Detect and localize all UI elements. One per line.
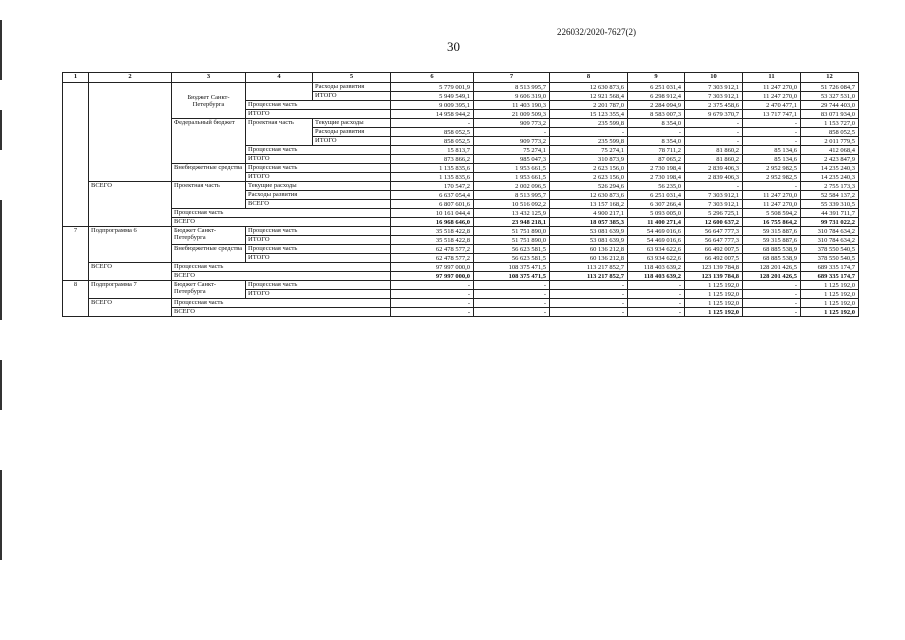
value-cell: 2 839 406,3 [685, 173, 743, 182]
value-cell: 5 093 005,0 [628, 209, 685, 218]
value-cell: - [628, 290, 685, 299]
value-cell: 62 478 577,2 [391, 245, 474, 254]
value-cell: - [628, 299, 685, 308]
value-cell: 51 751 890,0 [474, 236, 550, 245]
value-cell: 13 717 747,1 [743, 110, 801, 119]
row-label: Проектная часть [172, 182, 246, 209]
value-cell: 60 136 212,8 [550, 245, 628, 254]
value-cell: 56 647 777,3 [685, 227, 743, 236]
row-label: Процессная часть [246, 164, 391, 173]
row-label: Процессная часть [172, 299, 391, 308]
value-cell: 2 623 156,0 [550, 173, 628, 182]
value-cell: - [743, 290, 801, 299]
total-label: ВСЕГО [89, 299, 172, 317]
value-cell: 118 403 639,2 [628, 263, 685, 272]
value-cell: 5 296 725,1 [685, 209, 743, 218]
value-cell: 2 284 094,9 [628, 101, 685, 110]
value-cell: 6 251 031,4 [628, 83, 685, 92]
value-cell: 1 125 192,0 [801, 290, 859, 299]
value-cell: 56 647 777,3 [685, 236, 743, 245]
value-cell: 10 161 044,4 [391, 209, 474, 218]
value-cell: - [474, 308, 550, 317]
value-cell: 11 400 271,4 [628, 218, 685, 227]
value-cell: 128 201 426,5 [743, 263, 801, 272]
row-label: ВСЕГО [172, 272, 391, 281]
column-header: 6 [391, 73, 474, 83]
value-cell: 689 335 174,7 [801, 263, 859, 272]
value-cell: 8 583 007,3 [628, 110, 685, 119]
value-cell: 123 139 784,8 [685, 263, 743, 272]
value-cell: 16 755 864,2 [743, 218, 801, 227]
value-cell: 2 011 779,5 [801, 137, 859, 146]
value-cell: - [685, 182, 743, 191]
column-header: 10 [685, 73, 743, 83]
value-cell: 51 751 890,0 [474, 227, 550, 236]
value-cell: 11 247 270,0 [743, 92, 801, 101]
value-cell: 1 125 192,0 [801, 299, 859, 308]
row-label: ИТОГО [246, 290, 391, 299]
value-cell: 2 623 156,0 [550, 164, 628, 173]
value-cell: 59 315 887,6 [743, 236, 801, 245]
value-cell: 1 135 835,6 [391, 164, 474, 173]
table-row [63, 218, 859, 227]
value-cell: 16 968 646,0 [391, 218, 474, 227]
value-cell: 2 730 198,4 [628, 173, 685, 182]
row-label: Расходы развития [246, 191, 391, 200]
value-cell: 63 934 622,6 [628, 245, 685, 254]
value-cell: 2 375 458,6 [685, 101, 743, 110]
value-cell: 123 139 784,8 [685, 272, 743, 281]
value-cell: 62 478 577,2 [391, 254, 474, 263]
program-name: Подпрограмма 6 [89, 227, 172, 263]
value-cell: 5 779 001,9 [391, 83, 474, 92]
value-cell: 75 274,1 [474, 146, 550, 155]
value-cell: 5 508 594,2 [743, 209, 801, 218]
value-cell: 310 784 634,2 [801, 227, 859, 236]
value-cell: 412 068,4 [801, 146, 859, 155]
value-cell: 985 047,3 [474, 155, 550, 164]
value-cell: - [743, 128, 801, 137]
value-cell: 689 335 174,7 [801, 272, 859, 281]
value-cell: 85 134,6 [743, 155, 801, 164]
header-row [63, 73, 859, 83]
row-label: Расходы развития [313, 83, 391, 92]
value-cell: - [743, 308, 801, 317]
value-cell: 858 052,5 [391, 128, 474, 137]
value-cell: 10 516 092,2 [474, 200, 550, 209]
value-cell: 60 136 212,8 [550, 254, 628, 263]
table-row [63, 299, 859, 308]
value-cell: - [474, 290, 550, 299]
value-cell: 56 235,0 [628, 182, 685, 191]
value-cell: - [474, 281, 550, 290]
value-cell: 14 958 944,2 [391, 110, 474, 119]
value-cell: 97 997 000,0 [391, 263, 474, 272]
value-cell: 15 813,7 [391, 146, 474, 155]
value-cell: 1 153 727,0 [801, 119, 859, 128]
value-cell: 2 952 982,5 [743, 173, 801, 182]
column-header: 8 [550, 73, 628, 83]
value-cell: 14 235 240,3 [801, 164, 859, 173]
value-cell: 56 623 581,5 [474, 254, 550, 263]
value-cell: 6 637 054,4 [391, 191, 474, 200]
value-cell: 128 201 426,5 [743, 272, 801, 281]
value-cell: 81 860,2 [685, 146, 743, 155]
value-cell: 13 157 168,2 [550, 200, 628, 209]
column-header: 1 [63, 73, 89, 83]
value-cell: 2 730 198,4 [628, 164, 685, 173]
value-cell: 2 423 847,9 [801, 155, 859, 164]
value-cell: 66 492 007,5 [685, 254, 743, 263]
value-cell: 2 201 787,0 [550, 101, 628, 110]
value-cell: 35 518 422,8 [391, 227, 474, 236]
value-cell: 11 403 190,3 [474, 101, 550, 110]
row-label: ВСЕГО [172, 308, 391, 317]
value-cell: 12 600 637,2 [685, 218, 743, 227]
value-cell: 23 948 218,1 [474, 218, 550, 227]
value-cell: 1 125 192,0 [801, 308, 859, 317]
value-cell: - [685, 128, 743, 137]
row-label: Процессная часть [246, 281, 391, 290]
value-cell: 7 303 912,1 [685, 200, 743, 209]
value-cell: 59 315 887,6 [743, 227, 801, 236]
row-label: Проектная часть [246, 119, 313, 146]
table-row [63, 164, 859, 173]
value-cell: 6 298 912,4 [628, 92, 685, 101]
value-cell: 55 339 310,5 [801, 200, 859, 209]
value-cell: 873 866,2 [391, 155, 474, 164]
value-cell: 108 375 471,5 [474, 263, 550, 272]
value-cell: 1 953 661,5 [474, 164, 550, 173]
row-label: Процессная часть [246, 227, 391, 236]
column-header: 9 [628, 73, 685, 83]
value-cell: 97 997 000,0 [391, 272, 474, 281]
value-cell: - [391, 119, 474, 128]
value-cell: 68 885 538,9 [743, 254, 801, 263]
value-cell: 526 294,6 [550, 182, 628, 191]
value-cell: 53 327 531,0 [801, 92, 859, 101]
row-label: ИТОГО [246, 254, 391, 263]
value-cell: 8 513 995,7 [474, 83, 550, 92]
value-cell: 1 135 835,6 [391, 173, 474, 182]
row-label: Процессная часть [246, 146, 391, 155]
value-cell: 11 247 270,0 [743, 200, 801, 209]
value-cell: 9 679 370,7 [685, 110, 743, 119]
row-label: Процессная часть [172, 263, 391, 272]
value-cell: 310 873,9 [550, 155, 628, 164]
row-label: ИТОГО [246, 110, 391, 119]
table-row [63, 245, 859, 254]
value-cell: - [743, 119, 801, 128]
value-cell: 15 123 355,4 [550, 110, 628, 119]
value-cell: - [628, 128, 685, 137]
value-cell: 11 247 270,0 [743, 83, 801, 92]
row-label: ВСЕГО [246, 200, 391, 209]
table-row [63, 272, 859, 281]
source-label: Бюджет Санкт-Петербурга [172, 83, 246, 119]
value-cell: 378 550 540,5 [801, 245, 859, 254]
value-cell: 6 807 601,6 [391, 200, 474, 209]
value-cell: 12 630 873,6 [550, 83, 628, 92]
value-cell: 8 354,0 [628, 137, 685, 146]
column-header: 4 [246, 73, 313, 83]
table-row [63, 308, 859, 317]
value-cell: 7 303 912,1 [685, 191, 743, 200]
value-cell: 78 711,2 [628, 146, 685, 155]
total-label: ВСЕГО [89, 182, 172, 227]
value-cell: 4 900 217,1 [550, 209, 628, 218]
value-cell: 75 274,1 [550, 146, 628, 155]
value-cell: 12 921 568,4 [550, 92, 628, 101]
value-cell: - [743, 281, 801, 290]
value-cell: 18 057 385,3 [550, 218, 628, 227]
value-cell: 9 009 395,1 [391, 101, 474, 110]
value-cell: 170 547,2 [391, 182, 474, 191]
table-row [63, 209, 859, 218]
value-cell: 99 731 022,2 [801, 218, 859, 227]
value-cell: 85 134,6 [743, 146, 801, 155]
value-cell: 51 726 084,7 [801, 83, 859, 92]
table-row [63, 119, 859, 128]
column-header: 11 [743, 73, 801, 83]
value-cell: - [391, 281, 474, 290]
row-label: Расходы развития [313, 128, 391, 137]
value-cell: 83 071 934,0 [801, 110, 859, 119]
value-cell: 2 839 406,3 [685, 164, 743, 173]
column-header: 5 [313, 73, 391, 83]
value-cell: 12 630 873,6 [550, 191, 628, 200]
value-cell: 1 125 192,0 [685, 281, 743, 290]
value-cell: 35 518 422,8 [391, 236, 474, 245]
value-cell: 14 235 240,3 [801, 173, 859, 182]
value-cell: - [474, 128, 550, 137]
source-label: Внебюджетные средства [172, 245, 246, 263]
document-reference: 226032/2020-7627(2) [557, 27, 636, 37]
value-cell: 1 125 192,0 [801, 281, 859, 290]
row-label: Процессная часть [172, 209, 391, 218]
value-cell: - [391, 299, 474, 308]
value-cell: 310 784 634,2 [801, 236, 859, 245]
column-header: 7 [474, 73, 550, 83]
value-cell: 68 885 538,9 [743, 245, 801, 254]
column-header: 2 [89, 73, 172, 83]
value-cell: 53 081 639,9 [550, 236, 628, 245]
value-cell: 909 773,2 [474, 119, 550, 128]
value-cell: - [628, 281, 685, 290]
value-cell: 1 953 661,5 [474, 173, 550, 182]
value-cell: 52 584 137,2 [801, 191, 859, 200]
value-cell: - [628, 308, 685, 317]
source-label: Бюджет Санкт-Петербурга [172, 227, 246, 245]
row-label: Текущие расходы [246, 182, 391, 191]
value-cell: 13 432 125,9 [474, 209, 550, 218]
value-cell: 11 247 270,0 [743, 191, 801, 200]
value-cell: 6 251 031,4 [628, 191, 685, 200]
value-cell: 108 375 471,5 [474, 272, 550, 281]
value-cell: 9 606 319,0 [474, 92, 550, 101]
table-row [63, 83, 859, 92]
value-cell: - [550, 299, 628, 308]
column-header: 12 [801, 73, 859, 83]
value-cell: 87 065,2 [628, 155, 685, 164]
row-label: ИТОГО [246, 236, 391, 245]
program-name: Подпрограмма 7 [89, 281, 172, 299]
value-cell: - [685, 119, 743, 128]
row-label: ВСЕГО [172, 218, 391, 227]
scan-edge [0, 0, 3, 640]
value-cell: 235 599,8 [550, 137, 628, 146]
value-cell: 81 860,2 [685, 155, 743, 164]
value-cell: - [743, 182, 801, 191]
source-label: Внебюджетные средства [172, 164, 246, 182]
value-cell: - [550, 290, 628, 299]
row-label: Текущие расходы [313, 119, 391, 128]
value-cell: - [743, 137, 801, 146]
value-cell: - [550, 308, 628, 317]
table-row [63, 227, 859, 236]
value-cell: - [391, 308, 474, 317]
value-cell: 6 307 266,4 [628, 200, 685, 209]
value-cell: 2 002 096,5 [474, 182, 550, 191]
source-label: Бюджет Санкт-Петербурга [172, 281, 246, 299]
value-cell: 113 217 852,7 [550, 263, 628, 272]
value-cell: 56 623 581,5 [474, 245, 550, 254]
value-cell: 235 599,8 [550, 119, 628, 128]
table-row [63, 281, 859, 290]
value-cell: 8 513 995,7 [474, 191, 550, 200]
value-cell: - [743, 299, 801, 308]
total-label: ВСЕГО [89, 263, 172, 281]
page-number: 30 [447, 39, 460, 54]
value-cell: 53 081 639,9 [550, 227, 628, 236]
value-cell: 29 744 403,0 [801, 101, 859, 110]
value-cell: 54 469 016,6 [628, 236, 685, 245]
value-cell: 1 125 192,0 [685, 299, 743, 308]
row-label: Процессная часть [246, 245, 391, 254]
value-cell: 909 773,2 [474, 137, 550, 146]
value-cell: - [550, 128, 628, 137]
value-cell: 118 403 639,2 [628, 272, 685, 281]
value-cell: - [474, 299, 550, 308]
value-cell: - [391, 290, 474, 299]
table-row [63, 263, 859, 272]
value-cell: 378 550 540,5 [801, 254, 859, 263]
value-cell: 7 303 912,1 [685, 92, 743, 101]
value-cell: 7 303 912,1 [685, 83, 743, 92]
value-cell: 63 934 622,6 [628, 254, 685, 263]
value-cell: - [550, 281, 628, 290]
row-label: ИТОГО [313, 92, 391, 101]
row-label: Процессная часть [246, 101, 391, 110]
row-label: ИТОГО [246, 155, 391, 164]
row-label: ИТОГО [313, 137, 391, 146]
source-label: Федеральный бюджет [172, 119, 246, 164]
row-label: ИТОГО [246, 173, 391, 182]
budget-table [62, 72, 859, 317]
column-header: 3 [172, 73, 246, 83]
value-cell: 2 755 173,3 [801, 182, 859, 191]
value-cell: 2 952 982,5 [743, 164, 801, 173]
value-cell: 44 391 711,7 [801, 209, 859, 218]
value-cell: 21 009 509,3 [474, 110, 550, 119]
value-cell: 113 217 852,7 [550, 272, 628, 281]
value-cell: - [685, 137, 743, 146]
row-number: 8 [63, 281, 89, 317]
row-number: 7 [63, 227, 89, 281]
value-cell: 1 125 192,0 [685, 290, 743, 299]
value-cell: 54 469 016,6 [628, 227, 685, 236]
value-cell: 5 949 549,1 [391, 92, 474, 101]
table-row [63, 182, 859, 191]
value-cell: 2 470 477,1 [743, 101, 801, 110]
value-cell: 858 052,5 [391, 137, 474, 146]
value-cell: 66 492 007,5 [685, 245, 743, 254]
value-cell: 858 052,5 [801, 128, 859, 137]
value-cell: 1 125 192,0 [685, 308, 743, 317]
value-cell: 8 354,0 [628, 119, 685, 128]
